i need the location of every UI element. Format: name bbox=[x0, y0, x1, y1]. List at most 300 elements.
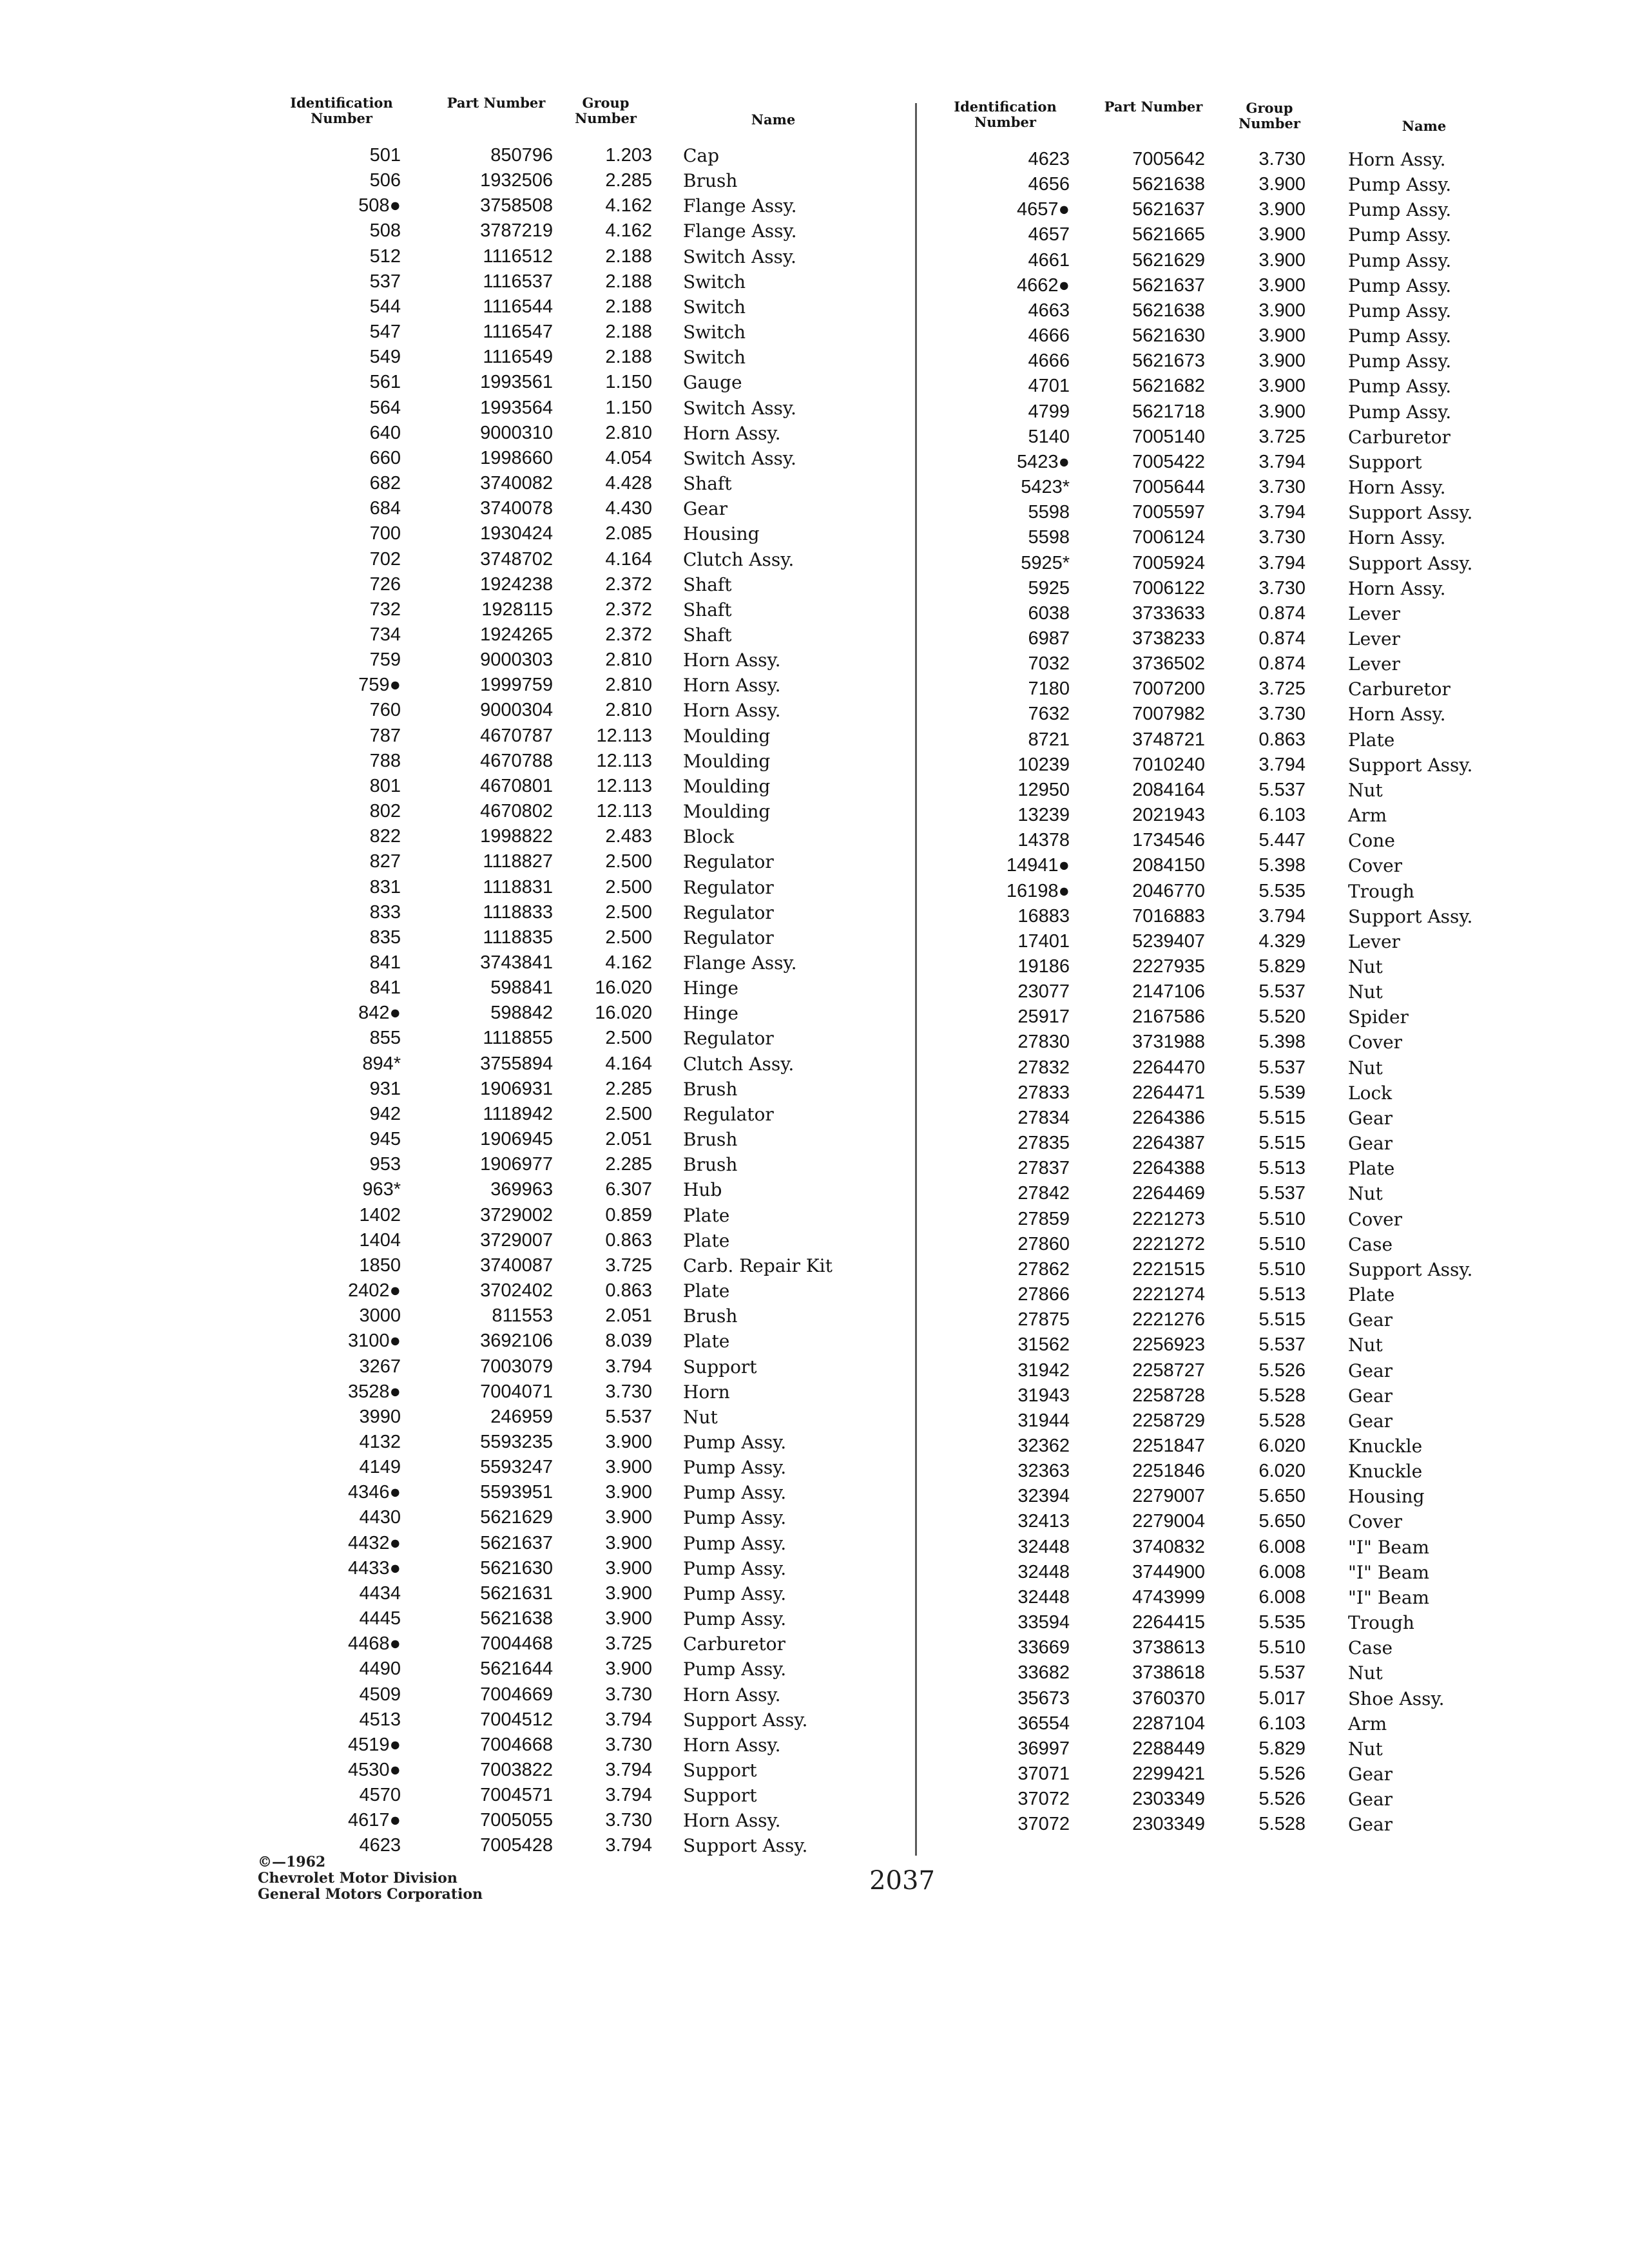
group-number-cell: 6.103 bbox=[1258, 805, 1306, 826]
name-cell: Regulator bbox=[683, 927, 774, 948]
table-row bbox=[928, 727, 1501, 753]
table-row bbox=[928, 879, 1501, 904]
footer-credits bbox=[258, 1854, 483, 1903]
identification-number-cell: 682 bbox=[369, 473, 401, 494]
name-cell: "I" Beam bbox=[1348, 1536, 1430, 1558]
identification-number-cell: 4509 bbox=[359, 1684, 401, 1705]
group-number-cell: 5.513 bbox=[1258, 1158, 1306, 1179]
table-row bbox=[928, 147, 1501, 172]
table-row bbox=[258, 572, 909, 597]
part-number-cell: 2251846 bbox=[1132, 1461, 1205, 1482]
name-cell: Cover bbox=[1348, 1511, 1403, 1533]
part-number-cell: 7005428 bbox=[480, 1835, 553, 1856]
name-cell: Horn Assy. bbox=[683, 700, 781, 722]
group-number-cell: 4.164 bbox=[605, 548, 652, 570]
identification-number-cell: 33682 bbox=[1017, 1662, 1070, 1684]
part-number-cell: 1998822 bbox=[480, 826, 553, 847]
group-number-cell: 3.730 bbox=[1258, 577, 1306, 599]
group-number-cell: 5.829 bbox=[1258, 1738, 1306, 1759]
part-number-cell: 7007200 bbox=[1132, 678, 1205, 700]
table-row bbox=[258, 143, 909, 168]
table-row bbox=[928, 1509, 1501, 1534]
part-number-cell: 3743841 bbox=[480, 952, 553, 973]
table-row bbox=[258, 1329, 909, 1354]
column-divider bbox=[915, 103, 917, 1856]
table-row bbox=[928, 677, 1501, 702]
part-number-cell: 3740087 bbox=[480, 1254, 553, 1276]
table-row bbox=[258, 698, 909, 723]
group-number-cell: 3.900 bbox=[1258, 224, 1306, 245]
identification-number-cell: 4513 bbox=[359, 1709, 401, 1730]
name-cell: Pump Assy. bbox=[683, 1431, 787, 1453]
name-cell: Flange Assy. bbox=[683, 195, 797, 217]
part-number-cell: 1906931 bbox=[480, 1078, 553, 1099]
group-number-cell: 5.526 bbox=[1258, 1789, 1306, 1810]
name-cell: Regulator bbox=[683, 851, 774, 873]
group-number-cell: 12.113 bbox=[596, 801, 652, 822]
table-row bbox=[258, 168, 909, 193]
group-number-cell: 2.372 bbox=[605, 573, 652, 595]
identification-number-cell: 544 bbox=[369, 296, 401, 317]
part-number-cell: 3740082 bbox=[480, 473, 553, 494]
part-number-cell: 3738233 bbox=[1132, 628, 1205, 649]
name-cell: Pump Assy. bbox=[1348, 174, 1452, 196]
part-number-cell: 4670802 bbox=[480, 801, 553, 822]
identification-number-cell: 27866 bbox=[1017, 1284, 1070, 1305]
part-number-cell: 5593247 bbox=[480, 1457, 553, 1478]
name-cell: Lever bbox=[1348, 602, 1400, 624]
group-number-cell: 1.150 bbox=[605, 372, 652, 393]
table-row bbox=[928, 1282, 1501, 1307]
identification-number-cell: 931 bbox=[369, 1078, 401, 1099]
name-cell: Housing bbox=[683, 523, 760, 545]
header-group-number: Group Number bbox=[1239, 100, 1300, 131]
name-cell: Horn bbox=[683, 1381, 730, 1403]
table-row bbox=[928, 778, 1501, 803]
name-cell: Horn Assy. bbox=[1348, 577, 1446, 599]
group-number-cell: 5.650 bbox=[1258, 1511, 1306, 1532]
part-number-cell: 5621638 bbox=[1132, 300, 1205, 321]
group-number-cell: 12.113 bbox=[596, 775, 652, 796]
name-cell: Knuckle bbox=[1348, 1461, 1423, 1483]
group-number-cell: 2.500 bbox=[605, 1103, 652, 1124]
name-cell: Pump Assy. bbox=[1348, 300, 1452, 322]
part-number-cell: 1924265 bbox=[480, 624, 553, 645]
group-number-cell: 5.528 bbox=[1258, 1385, 1306, 1406]
name-cell: Flange Assy. bbox=[683, 220, 797, 242]
identification-number-cell: 32448 bbox=[1017, 1561, 1070, 1582]
table-row bbox=[928, 828, 1501, 853]
name-cell: Cover bbox=[1348, 1208, 1403, 1230]
group-number-cell: 4.162 bbox=[605, 952, 652, 973]
left-parts-table bbox=[258, 90, 909, 1859]
table-row bbox=[258, 1531, 909, 1556]
name-cell: Gear bbox=[683, 498, 728, 520]
name-cell: Cover bbox=[1348, 1032, 1403, 1053]
group-number-cell: 5.528 bbox=[1258, 1410, 1306, 1431]
part-number-cell: 1116544 bbox=[483, 296, 553, 317]
group-number-cell: 5.650 bbox=[1258, 1486, 1306, 1507]
identification-number-cell: 734 bbox=[369, 624, 401, 645]
table-row bbox=[928, 1762, 1501, 1787]
name-cell: Lever bbox=[1348, 653, 1400, 675]
part-number-cell: 9000303 bbox=[480, 649, 553, 671]
part-number-cell: 1999759 bbox=[480, 675, 553, 696]
table-row bbox=[928, 1030, 1501, 1055]
name-cell: Gear bbox=[1348, 1789, 1393, 1811]
identification-number-cell: 27832 bbox=[1017, 1057, 1070, 1078]
identification-number-cell: 27837 bbox=[1017, 1158, 1070, 1179]
name-cell: Switch Assy. bbox=[683, 397, 796, 419]
group-number-cell: 5.537 bbox=[1258, 779, 1306, 800]
part-number-cell: 3740078 bbox=[480, 498, 553, 519]
part-number-cell: 3729007 bbox=[480, 1229, 553, 1251]
part-number-cell: 7004571 bbox=[480, 1785, 553, 1806]
group-number-cell: 0.863 bbox=[605, 1280, 652, 1302]
part-number-cell: 1118855 bbox=[483, 1028, 553, 1049]
group-number-cell: 2.500 bbox=[605, 927, 652, 948]
name-cell: Plate bbox=[1348, 729, 1395, 751]
identification-number-cell: 549 bbox=[369, 347, 401, 368]
part-number-cell: 7004669 bbox=[480, 1684, 553, 1705]
group-number-cell: 3.794 bbox=[605, 1835, 652, 1856]
group-number-cell: 3.900 bbox=[1258, 274, 1306, 296]
group-number-cell: 5.526 bbox=[1258, 1763, 1306, 1784]
name-cell: Plate bbox=[1348, 1284, 1395, 1306]
part-number-cell: 3740832 bbox=[1132, 1536, 1205, 1557]
table-row bbox=[258, 1657, 909, 1682]
table-row bbox=[258, 1707, 909, 1733]
identification-number-cell: 37071 bbox=[1017, 1763, 1070, 1784]
table-row bbox=[928, 323, 1501, 349]
identification-number-cell: 31942 bbox=[1017, 1360, 1070, 1381]
identification-number-cell: 945 bbox=[369, 1129, 401, 1150]
table-row bbox=[258, 1354, 909, 1379]
identification-number-cell: 8721 bbox=[1028, 729, 1070, 750]
part-number-cell: 7005642 bbox=[1132, 149, 1205, 169]
part-number-cell: 2021943 bbox=[1132, 805, 1205, 826]
name-cell: Case bbox=[1348, 1233, 1393, 1255]
part-number-cell: 7004071 bbox=[480, 1381, 553, 1402]
name-cell: Pump Assy. bbox=[1348, 376, 1452, 398]
table-row bbox=[928, 1383, 1501, 1408]
group-number-cell: 2.285 bbox=[605, 170, 652, 191]
name-cell: Plate bbox=[1348, 1158, 1395, 1180]
table-row bbox=[928, 1484, 1501, 1509]
name-cell: Regulator bbox=[683, 1028, 774, 1050]
name-cell: Horn Assy. bbox=[683, 1684, 781, 1706]
group-number-cell: 5.526 bbox=[1258, 1360, 1306, 1381]
part-number-cell: 7004512 bbox=[480, 1709, 553, 1730]
name-cell: Horn Assy. bbox=[1348, 477, 1446, 499]
table-row bbox=[928, 1307, 1501, 1332]
part-number-cell: 2084150 bbox=[1132, 855, 1205, 876]
part-number-cell: 1118942 bbox=[483, 1103, 553, 1124]
part-number-cell: 811553 bbox=[492, 1305, 553, 1327]
table-row bbox=[928, 1736, 1501, 1762]
group-number-cell: 0.874 bbox=[1258, 628, 1306, 649]
table-row bbox=[258, 471, 909, 496]
identification-number-cell: 640 bbox=[369, 422, 401, 443]
identification-number-cell: 4657● bbox=[1016, 199, 1070, 220]
group-number-cell: 3.900 bbox=[605, 1658, 652, 1680]
identification-number-cell: 32363 bbox=[1017, 1461, 1070, 1482]
name-cell: Plate bbox=[683, 1229, 730, 1251]
table-row bbox=[928, 1131, 1501, 1156]
group-number-cell: 8.039 bbox=[605, 1331, 652, 1352]
part-number-cell: 2264387 bbox=[1132, 1133, 1205, 1154]
group-number-cell: 6.008 bbox=[1258, 1536, 1306, 1557]
part-number-cell: 3760370 bbox=[1132, 1687, 1205, 1709]
table-row bbox=[258, 1631, 909, 1657]
group-number-cell: 5.829 bbox=[1258, 956, 1306, 977]
group-number-cell: 3.794 bbox=[1258, 754, 1306, 775]
identification-number-cell: 1404 bbox=[359, 1229, 401, 1251]
name-cell: Gear bbox=[1348, 1814, 1393, 1836]
table-row bbox=[258, 1278, 909, 1303]
identification-number-cell: 4623 bbox=[359, 1835, 401, 1856]
group-number-cell: 2.483 bbox=[605, 826, 652, 847]
group-number-cell: 3.900 bbox=[1258, 351, 1306, 372]
identification-number-cell: 37072 bbox=[1017, 1789, 1070, 1810]
identification-number-cell: 16198● bbox=[1006, 880, 1070, 901]
header-identification-number: Identification Number bbox=[290, 95, 393, 126]
group-number-cell: 2.500 bbox=[605, 851, 652, 872]
name-cell: Nut bbox=[1348, 1057, 1383, 1079]
group-number-cell: 2.051 bbox=[605, 1129, 652, 1150]
part-number-cell: 2258727 bbox=[1132, 1360, 1205, 1381]
name-cell: Switch bbox=[683, 271, 746, 293]
group-number-cell: 5.447 bbox=[1258, 830, 1306, 851]
group-number-cell: 5.537 bbox=[1258, 1057, 1306, 1078]
group-number-cell: 2.810 bbox=[605, 649, 652, 671]
group-number-cell: 3.725 bbox=[1258, 426, 1306, 447]
part-number-cell: 7004668 bbox=[480, 1734, 553, 1755]
identification-number-cell: 537 bbox=[369, 271, 401, 292]
identification-number-cell: 4657 bbox=[1028, 224, 1070, 245]
group-number-cell: 5.537 bbox=[1258, 1334, 1306, 1356]
group-number-cell: 2.285 bbox=[605, 1078, 652, 1099]
group-number-cell: 3.900 bbox=[605, 1608, 652, 1629]
name-cell: Arm bbox=[1348, 1713, 1387, 1735]
part-number-cell: 7007982 bbox=[1132, 704, 1205, 725]
table-row bbox=[258, 950, 909, 975]
group-number-cell: 3.730 bbox=[1258, 149, 1306, 169]
table-row bbox=[928, 1232, 1501, 1257]
table-row bbox=[928, 273, 1501, 298]
table-row bbox=[258, 1177, 909, 1202]
part-number-cell: 1734546 bbox=[1132, 830, 1205, 851]
group-number-cell: 5.510 bbox=[1258, 1258, 1306, 1280]
part-number-cell: 2258728 bbox=[1132, 1385, 1205, 1406]
table-row bbox=[258, 294, 909, 320]
table-row bbox=[258, 597, 909, 622]
identification-number-cell: 5925* bbox=[1021, 552, 1070, 573]
group-number-cell: 3.730 bbox=[605, 1810, 652, 1831]
table-row bbox=[258, 1077, 909, 1102]
part-number-cell: 2303349 bbox=[1132, 1814, 1205, 1835]
group-number-cell: 4.329 bbox=[1258, 930, 1306, 952]
group-number-cell: 5.510 bbox=[1258, 1208, 1306, 1229]
identification-number-cell: 788 bbox=[369, 750, 401, 771]
group-number-cell: 12.113 bbox=[596, 750, 652, 771]
name-cell: Plate bbox=[683, 1331, 730, 1352]
table-row bbox=[258, 218, 909, 244]
name-cell: Moulding bbox=[683, 725, 771, 747]
part-number-cell: 598841 bbox=[490, 977, 553, 999]
identification-number-cell: 501 bbox=[369, 145, 401, 166]
identification-number-cell: 801 bbox=[369, 775, 401, 796]
table-row bbox=[258, 1430, 909, 1455]
group-number-cell: 0.863 bbox=[1258, 729, 1306, 750]
identification-number-cell: 32394 bbox=[1017, 1486, 1070, 1507]
group-number-cell: 3.900 bbox=[605, 1532, 652, 1553]
table-row bbox=[258, 1783, 909, 1808]
table-row bbox=[928, 1434, 1501, 1459]
part-number-cell: 5621673 bbox=[1132, 351, 1205, 372]
part-number-cell: 5621638 bbox=[480, 1608, 553, 1629]
group-number-cell: 2.285 bbox=[605, 1154, 652, 1175]
name-cell: Lever bbox=[1348, 930, 1400, 952]
header-identification-number: Identification Number bbox=[954, 99, 1057, 130]
table-row bbox=[258, 975, 909, 1001]
identification-number-cell: 759● bbox=[358, 675, 401, 696]
name-cell: Carburetor bbox=[1348, 426, 1451, 448]
table-row bbox=[258, 1733, 909, 1758]
group-number-cell: 2.051 bbox=[605, 1305, 652, 1327]
name-cell: Plate bbox=[683, 1280, 730, 1302]
group-number-cell: 5.515 bbox=[1258, 1107, 1306, 1128]
table-row bbox=[258, 824, 909, 849]
name-cell: Brush bbox=[683, 170, 738, 192]
part-number-cell: 7004468 bbox=[480, 1633, 553, 1655]
part-number-cell: 9000304 bbox=[480, 700, 553, 721]
identification-number-cell: 508● bbox=[358, 195, 401, 216]
group-number-cell: 3.900 bbox=[1258, 199, 1306, 220]
table-row bbox=[928, 399, 1501, 425]
part-number-cell: 5621630 bbox=[1132, 325, 1205, 347]
identification-number-cell: 7180 bbox=[1028, 678, 1070, 700]
name-cell: Pump Assy. bbox=[683, 1507, 787, 1529]
group-number-cell: 2.188 bbox=[605, 347, 652, 368]
part-number-cell: 3758508 bbox=[480, 195, 553, 216]
part-number-cell: 7003079 bbox=[480, 1356, 553, 1377]
part-number-cell: 1924238 bbox=[480, 573, 553, 595]
table-row bbox=[928, 551, 1501, 576]
part-number-cell: 1906977 bbox=[480, 1154, 553, 1175]
part-number-cell: 1998660 bbox=[480, 447, 553, 468]
table-row bbox=[928, 979, 1501, 1004]
name-cell: Pump Assy. bbox=[1348, 224, 1452, 246]
header-group-number: Group Number bbox=[575, 95, 637, 126]
part-number-cell: 7010240 bbox=[1132, 754, 1205, 775]
table-row bbox=[928, 626, 1501, 651]
identification-number-cell: 508 bbox=[369, 220, 401, 242]
part-number-cell: 5621665 bbox=[1132, 224, 1205, 245]
part-number-cell: 2264471 bbox=[1132, 1082, 1205, 1103]
identification-number-cell: 760 bbox=[369, 700, 401, 721]
identification-number-cell: 5423* bbox=[1021, 477, 1070, 498]
part-number-cell: 7005422 bbox=[1132, 451, 1205, 472]
group-number-cell: 3.794 bbox=[1258, 451, 1306, 472]
group-number-cell: 5.535 bbox=[1258, 1612, 1306, 1633]
part-number-cell: 3738613 bbox=[1132, 1637, 1205, 1658]
name-cell: Nut bbox=[1348, 956, 1383, 977]
group-number-cell: 3.900 bbox=[1258, 249, 1306, 271]
name-cell: Arm bbox=[1348, 805, 1387, 827]
name-cell: Support bbox=[683, 1785, 757, 1807]
identification-number-cell: 506 bbox=[369, 170, 401, 191]
identification-number-cell: 31943 bbox=[1017, 1385, 1070, 1406]
table-row bbox=[258, 925, 909, 950]
table-row bbox=[928, 904, 1501, 929]
group-number-cell: 0.863 bbox=[605, 1229, 652, 1251]
name-cell: Hinge bbox=[683, 1003, 738, 1024]
identification-number-cell: 4623 bbox=[1028, 149, 1070, 169]
name-cell: Brush bbox=[683, 1078, 738, 1100]
identification-number-cell: 4701 bbox=[1028, 376, 1070, 397]
identification-number-cell: 3267 bbox=[359, 1356, 401, 1377]
part-number-cell: 5621630 bbox=[480, 1557, 553, 1579]
name-cell: Flange Assy. bbox=[683, 952, 797, 974]
identification-number-cell: 759 bbox=[369, 649, 401, 671]
table-row bbox=[258, 370, 909, 395]
table-row bbox=[928, 222, 1501, 247]
part-number-cell: 3733633 bbox=[1132, 602, 1205, 624]
identification-number-cell: 17401 bbox=[1017, 930, 1070, 952]
part-number-cell: 3736502 bbox=[1132, 653, 1205, 675]
identification-number-cell: 4530● bbox=[347, 1760, 401, 1780]
table-row bbox=[928, 450, 1501, 475]
identification-number-cell: 32448 bbox=[1017, 1536, 1070, 1557]
group-number-cell: 0.874 bbox=[1258, 602, 1306, 624]
group-number-cell: 5.537 bbox=[605, 1406, 652, 1427]
table-row bbox=[928, 1560, 1501, 1585]
part-number-cell: 2167586 bbox=[1132, 1006, 1205, 1028]
name-cell: Nut bbox=[1348, 981, 1383, 1003]
identification-number-cell: 19186 bbox=[1017, 956, 1070, 977]
part-number-cell: 5621629 bbox=[1132, 249, 1205, 271]
part-number-cell: 2264386 bbox=[1132, 1107, 1205, 1128]
table-row bbox=[258, 1808, 909, 1833]
part-number-cell: 3729002 bbox=[480, 1204, 553, 1225]
name-cell: Gear bbox=[1348, 1410, 1393, 1432]
part-number-cell: 7016883 bbox=[1132, 905, 1205, 927]
identification-number-cell: 35673 bbox=[1017, 1687, 1070, 1709]
table-row bbox=[258, 521, 909, 546]
group-number-cell: 4.054 bbox=[605, 447, 652, 468]
table-row bbox=[258, 1203, 909, 1228]
identification-number-cell: 827 bbox=[369, 851, 401, 872]
part-number-cell: 2299421 bbox=[1132, 1763, 1205, 1784]
table-row bbox=[258, 1102, 909, 1127]
identification-number-cell: 5598 bbox=[1028, 527, 1070, 548]
part-number-cell: 2221274 bbox=[1132, 1284, 1205, 1305]
table-row bbox=[258, 849, 909, 874]
identification-number-cell: 4663 bbox=[1028, 300, 1070, 321]
part-number-cell: 2264415 bbox=[1132, 1612, 1205, 1633]
group-number-cell: 1.150 bbox=[605, 397, 652, 418]
part-number-cell: 2264469 bbox=[1132, 1183, 1205, 1204]
group-number-cell: 3.794 bbox=[605, 1356, 652, 1377]
name-cell: Horn Assy. bbox=[683, 675, 781, 697]
table-row bbox=[258, 648, 909, 673]
name-cell: Pump Assy. bbox=[1348, 274, 1452, 296]
part-number-cell: 5621644 bbox=[480, 1658, 553, 1680]
part-number-cell: 7006122 bbox=[1132, 577, 1205, 599]
name-cell: Plate bbox=[683, 1204, 730, 1226]
identification-number-cell: 4666 bbox=[1028, 325, 1070, 347]
